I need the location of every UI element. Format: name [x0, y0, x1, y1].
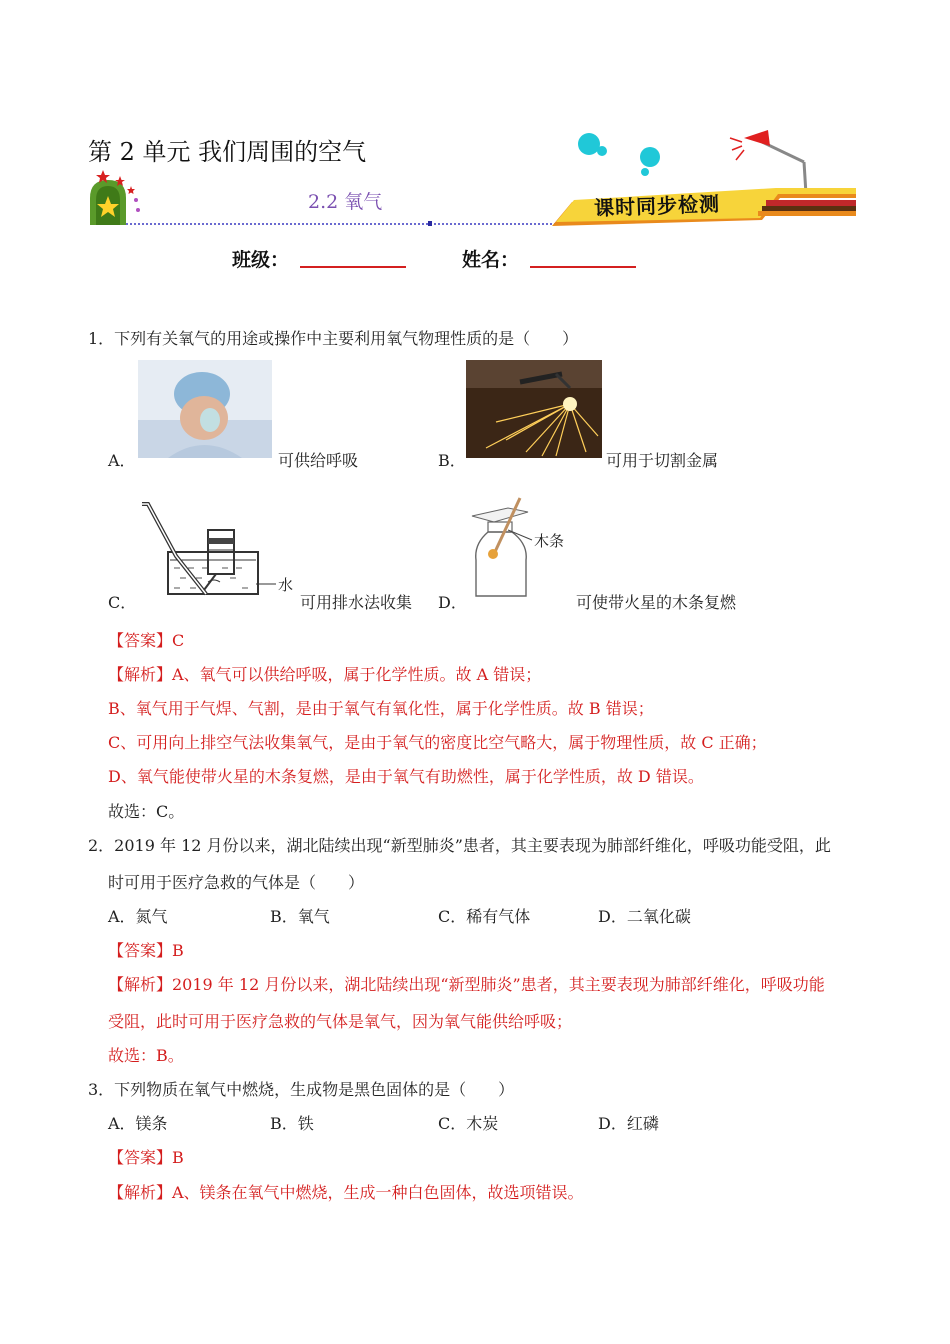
- q3-analysis: 【解析】A、镁条在氧气中燃烧，生成一种白色固体，故选项错误。: [108, 1183, 584, 1202]
- q2-stem-line: 时可用于医疗急救的气体是（ ）: [108, 873, 365, 892]
- q1-option-d-letter: D．: [438, 593, 467, 612]
- q3-option-c: C．木炭: [438, 1114, 499, 1133]
- q1-option-b-letter: B．: [438, 451, 466, 470]
- badge-label: 课时同步检测: [593, 191, 721, 221]
- q1-answer: 【答案】C: [108, 631, 185, 650]
- q1-analysis-line: D、氧气能使带火星的木条复燃，是由于氧气有助燃性，属于化学性质，故 D 错误。: [108, 767, 704, 786]
- class-label: 班级：: [232, 249, 290, 271]
- q1-option-d-caption: 可使带火星的木条复燃: [576, 593, 737, 612]
- unit-title: 第 2 单元 我们周围的空气: [88, 138, 367, 166]
- q1-option-a-letter: A．: [108, 451, 136, 470]
- q2-stem-line: 2．2019 年 12 月份以来，湖北陆续出现“新型肺炎”患者，其主要表现为肺部纤维化，呼吸功能受阻，此: [88, 836, 831, 855]
- q1-analysis-line: 【解析】A、氧气可以供给呼吸，属于化学性质。故 A 错误；: [108, 665, 542, 684]
- q2-conclusion: 故选：B。: [108, 1046, 184, 1065]
- star-emblem-icon: [90, 170, 140, 225]
- class-field[interactable]: [300, 266, 406, 268]
- bubbles-decoration: [578, 133, 660, 176]
- q2-option-b: B．氧气: [270, 907, 330, 926]
- q2-option-d: D．二氧化碳: [598, 907, 691, 926]
- header-banner: [86, 128, 866, 233]
- q2-answer: 【答案】B: [108, 941, 184, 960]
- lesson-title: 2.2 氧气: [308, 191, 383, 213]
- q3-option-a: A．镁条: [108, 1114, 168, 1133]
- q1-stem: 1．下列有关氧气的用途或操作中主要利用氧气物理性质的是（ ）: [88, 329, 579, 348]
- name-field[interactable]: [530, 266, 636, 268]
- q1-analysis-line: C、可用向上排空气法收集氧气，是由于氧气的密度比空气略大，属于物理性质，故 C 正确；: [108, 733, 767, 752]
- name-label: 姓名：: [462, 249, 520, 271]
- q1-option-b-caption: 可用于切割金属: [606, 451, 719, 470]
- q3-option-d: D．红磷: [598, 1114, 659, 1133]
- glowing-splint-bottle-image: [470, 494, 574, 602]
- splint-label: 木条: [534, 532, 565, 550]
- q1-conclusion: 故选：C。: [108, 802, 185, 821]
- q2-option-a: A．氮气: [108, 907, 168, 926]
- q2-option-c: C．稀有气体: [438, 907, 531, 926]
- q2-analysis-line: 【解析】2019 年 12 月份以来，湖北陆续出现“新型肺炎”患者，其主要表现为肺部纤维化，呼吸功能: [108, 975, 825, 994]
- q1-option-c-letter: C．: [108, 593, 137, 612]
- q3-answer: 【答案】B: [108, 1148, 184, 1167]
- q1-analysis-line: B、氧气用于气焊、气割，是由于氧气有氧化性，属于化学性质。故 B 错误；: [108, 699, 654, 718]
- q1-option-a-caption: 可供给呼吸: [278, 451, 359, 470]
- water-collection-apparatus-image: [136, 496, 298, 600]
- metal-cutting-sparks-image: [466, 360, 602, 458]
- q1-option-c-caption: 可用排水法收集: [300, 593, 413, 612]
- q3-option-b: B．铁: [270, 1114, 314, 1133]
- q2-analysis-line: 受阻，此时可用于医疗急救的气体是氧气，因为氧气能供给呼吸；: [108, 1012, 573, 1031]
- oxygen-mask-patient-image: [138, 360, 272, 458]
- q3-stem: 3．下列物质在氧气中燃烧，生成物是黑色固体的是（ ）: [88, 1080, 515, 1099]
- water-label: 水: [278, 576, 294, 594]
- desk-lamp-icon: [730, 130, 806, 194]
